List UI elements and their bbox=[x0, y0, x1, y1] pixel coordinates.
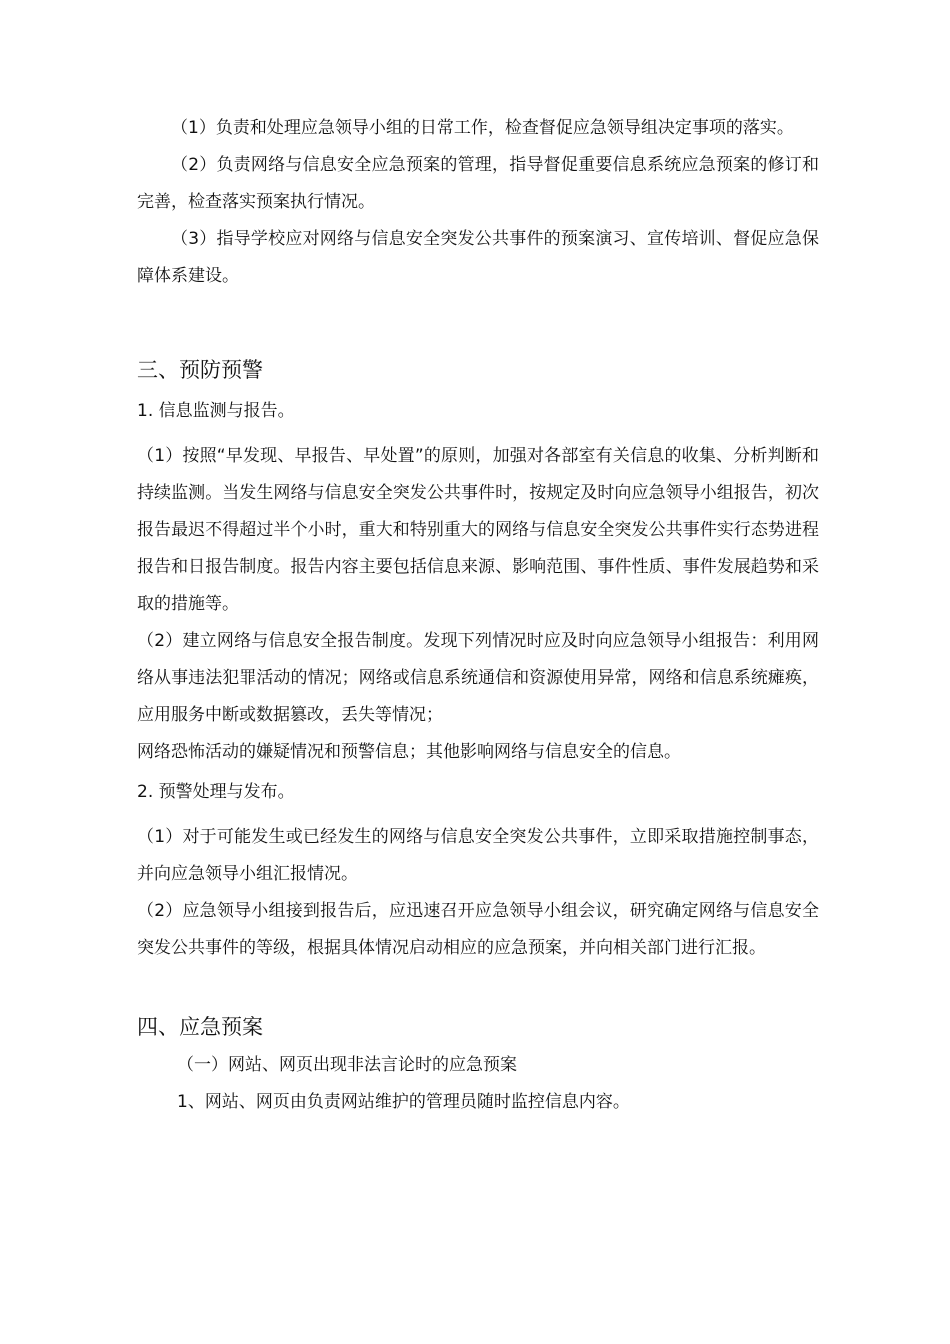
section-3-title: 三、预防预警 bbox=[137, 358, 263, 382]
document-body bbox=[137, 110, 819, 1121]
section-4-item-1: 1、网站、网页由负责网站维护的管理员随时监控信息内容。 bbox=[177, 1092, 630, 1112]
duty-item-3: （3）指导学校应对网络与信息安全突发公共事件的预案演习、宣传培训、督促应急保障体系建设。 bbox=[137, 229, 819, 286]
section-3-sub-1-para-2: （2）建立网络与信息安全报告制度。发现下列情况时应及时向应急领导小组报告：利用网络从事违法犯罪活动的情况；网络或信息系统通信和资源使用异常，网络和信息系统瘫痪，应用服务中断或数据篡改，丢失等情况； bbox=[137, 631, 819, 725]
duty-item-1: （1）负责和处理应急领导小组的日常工作，检查督促应急领导组决定事项的落实。 bbox=[171, 118, 794, 138]
duty-item-2: （2）负责网络与信息安全应急预案的管理，指导督促重要信息系统应急预案的修订和完善，检查落实预案执行情况。 bbox=[137, 155, 819, 212]
section-4-title: 四、应急预案 bbox=[137, 1015, 263, 1039]
section-3-sub-2-para-2: （2）应急领导小组接到报告后，应迅速召开应急领导小组会议，研究确定网络与信息安全突发公共事件的等级，根据具体情况启动相应的应急预案，并向相关部门进行汇报。 bbox=[137, 901, 819, 958]
section-3-sub-2: 2. 预警处理与发布。 bbox=[137, 782, 295, 802]
section-3-sub-2-para-1: （1）对于可能发生或已经发生的网络与信息安全突发公共事件，立即采取措施控制事态，并向应急领导小组汇报情况。 bbox=[137, 827, 819, 884]
section-4-sub-1: （一）网站、网页出现非法言论时的应急预案 bbox=[177, 1055, 517, 1075]
section-3-sub-1: 1. 信息监测与报告。 bbox=[137, 401, 295, 421]
section-3-sub-1-para-1: （1）按照“早发现、早报告、早处置”的原则，加强对各部室有关信息的收集、分析判断和持续监测。当发生网络与信息安全突发公共事件时，按规定及时向应急领导小组报告，初次报告最迟不得超过半个小时，重大和特别重大的网络与信息安全突发公共事件实行态势进程报告和日报告制度。报告内容主要包括信息来源、影响范围、事件性质、事件发展趋势和采取的措施等。 bbox=[137, 446, 819, 614]
section-3-sub-1-para-3: 网络恐怖活动的嫌疑情况和预警信息；其他影响网络与信息安全的信息。 bbox=[137, 742, 681, 762]
